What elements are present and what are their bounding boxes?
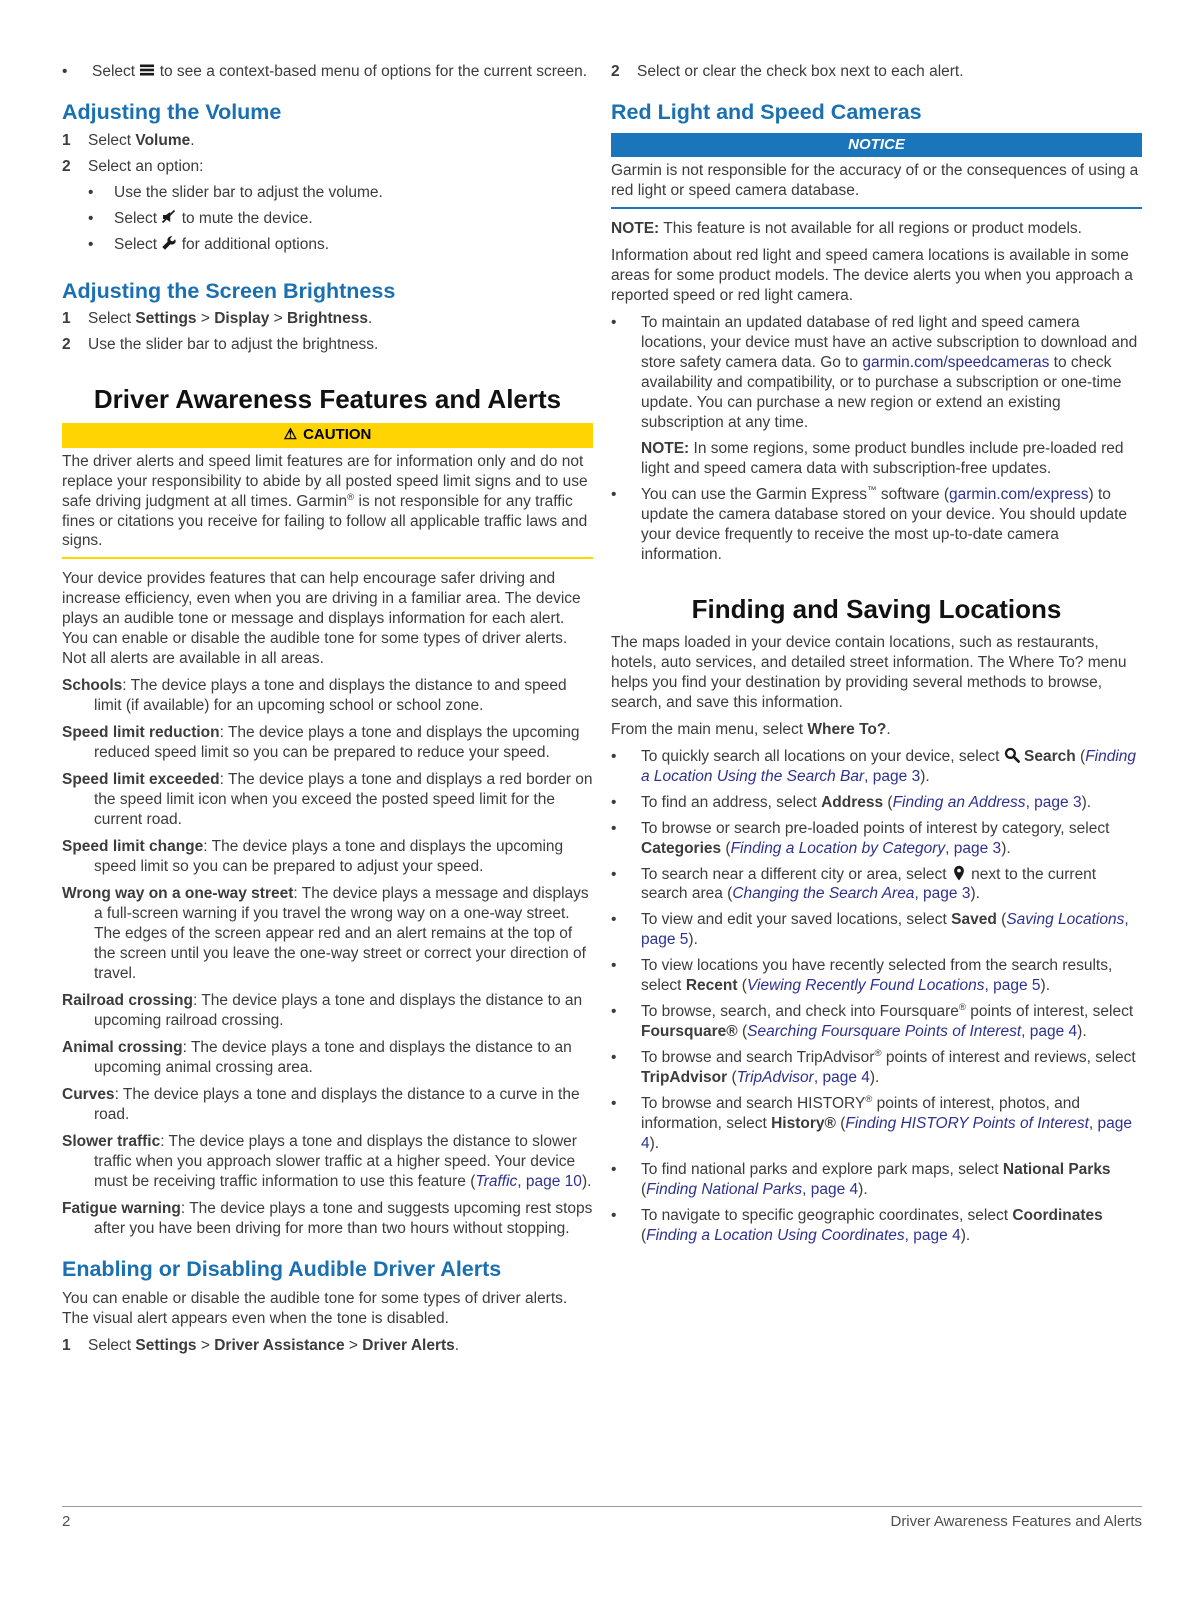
list-item — [611, 1048, 1142, 1088]
step-text — [88, 157, 593, 177]
text-run: ). — [960, 1227, 971, 1245]
text-run: The device plays a tone and suggests upcoming rest stops after you have been driving for more than two hours without stopping. — [94, 1200, 593, 1238]
text-run: Select an option: — [88, 157, 204, 175]
text-run: : — [160, 1133, 169, 1151]
text-run: To quickly search all locations on your device, select — [641, 747, 1004, 765]
text-run: NOTE: — [641, 439, 690, 457]
paragraph — [611, 246, 1142, 306]
list-item-text — [641, 747, 1142, 787]
definition-term: Speed limit reduction — [62, 724, 220, 742]
text-run: You can enable or disable the audible tone for some types of driver alerts. The visual alert appears even when the tone is disabled. — [62, 1289, 568, 1327]
cross-reference-link[interactable]: , page 5 — [641, 911, 1129, 949]
step-item — [62, 309, 593, 329]
text-run: Select — [114, 209, 162, 227]
cross-reference-link[interactable]: garmin.com/express — [948, 485, 1089, 503]
text-run: To view locations you have recently selected from the search results, select — [641, 957, 1113, 995]
bullet-list — [62, 62, 593, 82]
text-run: points of interest, photos, and information, select — [641, 1095, 1081, 1133]
text-run: : — [180, 1200, 190, 1218]
wrench-icon — [161, 235, 177, 251]
text-run: : — [219, 724, 228, 742]
list-item-body — [641, 313, 1142, 479]
text-run: To navigate to specific geographic coordinates, select — [641, 1207, 1013, 1225]
step-body — [88, 1336, 593, 1356]
text-run: To browse, search, and check into Foursquare — [641, 1003, 959, 1021]
definition-term: Schools — [62, 677, 123, 695]
text-run: ). — [869, 1069, 880, 1087]
definition-term: Speed limit change — [62, 838, 204, 856]
cross-reference-link[interactable]: , page 3 — [864, 767, 921, 785]
bullet-marker: • — [611, 957, 617, 975]
bullet-marker: • — [611, 1095, 617, 1113]
paragraph — [62, 569, 593, 669]
step-body — [88, 335, 593, 355]
text-run: To search near a different city or area, select — [641, 865, 951, 883]
cross-reference-link[interactable]: Changing the Search Area — [732, 885, 915, 903]
chapter-heading: Finding and Saving Locations — [691, 593, 1062, 624]
notice-bar — [611, 133, 1142, 157]
list-item-text — [114, 183, 593, 203]
text-run: ). — [920, 767, 930, 785]
step-body — [88, 309, 593, 329]
list-item — [611, 1206, 1142, 1246]
cross-reference-link[interactable]: Saving Locations — [1006, 911, 1125, 929]
definition-item — [62, 676, 593, 716]
bullet-marker: • — [611, 865, 617, 883]
cross-reference-link[interactable]: Finding a Location by Category — [730, 839, 946, 857]
cross-reference-link[interactable]: , page 4 — [813, 1069, 870, 1087]
list-item — [611, 910, 1142, 950]
text-run: National Parks — [1002, 1161, 1111, 1179]
step-list — [62, 309, 593, 355]
trademark-symbol: ® — [958, 1002, 966, 1014]
text-run: Select — [88, 1336, 136, 1354]
text-run: The device plays a tone and displays the distance to a curve in the road. — [94, 1086, 580, 1124]
list-item-body — [641, 865, 1142, 905]
text-run: is not responsible for any traffic fines or citations you receive for failing to follow all applicable traffic laws and signs. — [62, 492, 588, 550]
step-number: 1 — [62, 1336, 71, 1354]
trademark-symbol: ™ — [867, 484, 877, 496]
definition-term: Fatigue warning — [62, 1200, 181, 1218]
step-list — [62, 1336, 593, 1356]
paragraph — [611, 720, 1142, 740]
bullet-marker: • — [88, 235, 94, 253]
text-run: ). — [649, 1135, 660, 1153]
text-run: In some regions, some product bundles include pre-loaded red light and speed camera data with subscription-free updates. — [641, 439, 1124, 477]
list-item-text — [641, 1206, 1142, 1246]
cross-reference-link[interactable]: Viewing Recently Found Locations — [746, 977, 985, 995]
text-run: Address — [821, 793, 884, 811]
caution-box — [62, 423, 593, 559]
cross-reference-link[interactable]: Finding an Address — [892, 793, 1026, 811]
list-item — [611, 1094, 1142, 1154]
step-body — [637, 62, 1142, 82]
text-run: The device plays a tone and displays the distance to an upcoming animal crossing area. — [94, 1039, 572, 1077]
step-number: 1 — [62, 131, 71, 149]
list-item-text — [641, 313, 1142, 433]
section-heading: Adjusting the Volume — [62, 99, 282, 124]
text-run: You can use the Garmin Express — [641, 485, 868, 503]
cross-reference-link[interactable]: , page 5 — [984, 977, 1041, 995]
text-run: : — [182, 1039, 191, 1057]
text-run: for additional options. — [177, 235, 330, 253]
list-item-body — [114, 183, 593, 203]
text-run: The device plays a message and displays a full-screen warning if you travel the wrong way on a one-way street. The edges of the screen appear red and an alert remains at the top of the screen until you leave the one-way street or correct your direction of travel. — [94, 885, 589, 983]
text-run: The device plays a tone and displays the distance to and speed limit (if available) for an upcoming school or school zone. — [94, 677, 567, 715]
step-text — [88, 1336, 593, 1356]
text-run: : — [203, 838, 212, 856]
text-run: ( — [1075, 747, 1086, 765]
text-run: ). — [1077, 1023, 1087, 1041]
text-run: ( — [883, 793, 893, 811]
text-run: The driver alerts and speed limit features are for information only and do not replace your responsibility to abide by all posted speed limit signs and to use safe driving judgment at all times. Garmin — [62, 452, 588, 510]
text-run: To browse or search pre-loaded points of interest by category, select — [641, 819, 1110, 837]
list-item-text — [641, 956, 1142, 996]
cross-reference-link[interactable]: Finding National Parks — [646, 1181, 803, 1199]
bullet-list — [611, 313, 1142, 565]
cross-reference-link[interactable]: , page 3 — [945, 839, 1002, 857]
text-run: ( — [737, 977, 747, 995]
list-item-text — [641, 865, 1142, 905]
bullet-marker: • — [611, 747, 617, 765]
caution-bar — [62, 423, 593, 447]
paragraph — [611, 219, 1142, 239]
text-run: From the main menu, select — [611, 720, 808, 738]
text-run: The device plays a tone and displays the upcoming speed limit so you can be prepared to adjust your speed. — [94, 838, 564, 876]
bullet-marker: • — [611, 1207, 617, 1225]
definition-item — [62, 770, 593, 830]
text-run: Driver Assistance — [214, 1336, 345, 1354]
text-run: : — [114, 1086, 123, 1104]
list-item-body — [641, 1206, 1142, 1246]
definition-term: Slower traffic — [62, 1133, 161, 1151]
text-run: NOTE: — [611, 220, 660, 238]
text-run: TripAdvisor — [641, 1069, 728, 1087]
cross-reference-link[interactable]: , page 4 — [641, 1115, 1133, 1153]
text-run: Garmin is not responsible for the accuracy of or the consequences of using a red light or speed camera database. — [611, 162, 1139, 200]
cross-reference-link[interactable]: , page 3 — [1025, 793, 1082, 811]
text-run: ). — [1001, 839, 1011, 857]
definition-item — [62, 884, 593, 984]
trademark-symbol: ® — [865, 1094, 873, 1106]
text-run: Where To? — [807, 720, 887, 738]
step-text — [88, 335, 593, 355]
cross-reference-link[interactable]: TripAdvisor — [736, 1069, 814, 1087]
step-item — [62, 1336, 593, 1356]
list-item-text — [641, 485, 1142, 565]
bullet-marker: • — [611, 1049, 617, 1067]
text-run: ) to update the camera database stored on your device. You should update your device frequently to receive the most up-to-date camera information. — [641, 485, 1128, 563]
text-run: Saved — [951, 911, 997, 929]
list-item — [611, 956, 1142, 996]
text-run: ). — [1040, 977, 1050, 995]
list-item — [88, 183, 593, 203]
caution-label: CAUTION — [303, 426, 372, 444]
cross-reference-link[interactable]: , page 4 — [904, 1227, 961, 1245]
definition-item — [62, 1085, 593, 1125]
cross-reference-link[interactable]: Finding HISTORY Points of Interest — [845, 1115, 1089, 1133]
list-item — [611, 1160, 1142, 1200]
text-run: > — [196, 310, 215, 328]
text-run: ). — [858, 1181, 868, 1199]
text-run: points of interest, select — [966, 1003, 1134, 1021]
list-item — [611, 1002, 1142, 1042]
step-number: 1 — [62, 310, 71, 328]
text-run: to see a context-based menu of options for the current screen. — [155, 63, 588, 80]
bullet-marker: • — [611, 793, 617, 811]
right-column — [611, 56, 1142, 1362]
text-run: Select or clear the check box next to each alert. — [637, 63, 964, 80]
list-item-body — [114, 235, 593, 255]
list-item — [611, 819, 1142, 859]
text-run: The device plays a tone and displays a red border on the speed limit icon when you exceed the posted speed limit for the current road. — [94, 771, 593, 829]
list-item — [611, 747, 1142, 787]
text-run: ( — [996, 911, 1007, 929]
paragraph — [62, 1289, 593, 1329]
bullet-marker: • — [88, 183, 94, 201]
note-paragraph — [641, 439, 1142, 479]
text-run: Select — [88, 131, 136, 149]
text-run: ). — [1081, 793, 1092, 811]
text-run: Select — [114, 235, 162, 253]
step-item — [611, 62, 1142, 82]
text-run: Search — [1024, 747, 1076, 765]
step-item — [62, 157, 593, 261]
definition-term: Curves — [62, 1086, 115, 1104]
step-number: 2 — [611, 63, 620, 80]
text-run: The device plays a tone and displays the upcoming reduced speed limit so you can be prepared to reduce your speed. — [94, 724, 580, 762]
text-run: ). — [581, 1173, 592, 1191]
definition-item — [62, 1132, 593, 1192]
cross-reference-link[interactable]: Traffic — [475, 1173, 518, 1191]
list-item-body — [641, 1002, 1142, 1042]
text-run: Brightness — [287, 310, 368, 328]
text-run: To maintain an updated database of red light and speed camera locations, your device must have an active subscription to download and store safety camera data. Go to — [641, 313, 1138, 371]
step-sub-bullets — [88, 183, 593, 255]
text-run: ). — [970, 885, 980, 903]
notice-text — [611, 161, 1142, 209]
text-run: To browse and search TripAdvisor — [641, 1049, 875, 1067]
notice-box — [611, 133, 1142, 209]
text-run: ( — [641, 1181, 647, 1199]
text-run: To find an address, select — [641, 793, 822, 811]
text-run: The device plays a tone and displays the distance to slower traffic when you approach slower traffic at a higher speed. Your device must be receiving traffic information to use this feature ( — [94, 1133, 577, 1191]
trademark-symbol: ® — [347, 491, 355, 503]
bullet-marker: • — [611, 1003, 617, 1021]
list-item-text — [114, 235, 593, 255]
text-run: . — [368, 310, 373, 328]
menu-icon — [139, 62, 155, 78]
cross-reference-link[interactable]: , page 3 — [914, 885, 971, 903]
text-run: History® — [771, 1115, 836, 1133]
page-footer — [62, 1506, 1142, 1530]
bullet-marker: • — [611, 1161, 617, 1179]
text-run: Coordinates — [1012, 1207, 1103, 1225]
text-run: Settings — [135, 310, 197, 328]
list-item-text — [641, 1160, 1142, 1200]
list-item-body — [641, 910, 1142, 950]
text-run: The device plays a tone and displays the distance to an upcoming railroad crossing. — [94, 992, 583, 1030]
list-item — [611, 485, 1142, 565]
step-text — [88, 131, 593, 151]
text-run: > — [269, 310, 288, 328]
text-run: Your device provides features that can help encourage safer driving and increase efficiency, even when you are driving in a familiar area. The device plays an audible tone or message and displays information for each alert. You can enable or disable the audible tone for some types of driver alerts. Not all alerts are available in all areas. — [62, 570, 581, 668]
text-run: Display — [214, 310, 270, 328]
text-run: To find national parks and explore park maps, select — [641, 1161, 1003, 1179]
chapter-heading: Driver Awareness Features and Alerts — [93, 384, 562, 415]
list-item — [88, 209, 593, 229]
definition-term: Animal crossing — [62, 1039, 183, 1057]
text-run: points of interest and reviews, select — [881, 1049, 1136, 1067]
caution-text — [62, 452, 593, 560]
text-run: . — [454, 1336, 460, 1354]
step-item — [62, 131, 593, 151]
text-run: Categories — [641, 839, 722, 857]
list-item — [611, 313, 1142, 479]
text-run: ( — [835, 1115, 846, 1133]
bullet-marker: • — [611, 313, 617, 331]
text-run: Select — [92, 63, 140, 80]
step-number: 2 — [62, 157, 71, 175]
bullet-marker: • — [88, 209, 94, 227]
bullet-marker: • — [611, 911, 617, 929]
definition-term: Railroad crossing — [62, 992, 193, 1010]
definition-item — [62, 991, 593, 1031]
mute-icon — [161, 209, 177, 225]
list-item-text — [92, 62, 593, 82]
list-item-text — [641, 793, 1142, 813]
cross-reference-link[interactable]: , page 10 — [517, 1173, 582, 1191]
text-run: Information about red light and speed camera locations is available in some areas for some product models. The device alerts you when you approach a reported speed or red light camera. — [611, 247, 1133, 304]
list-item-body — [641, 485, 1142, 565]
section-heading: Red Light and Speed Cameras — [611, 99, 922, 124]
step-list — [62, 131, 593, 261]
footer-chapter-title: Driver Awareness Features and Alerts — [890, 1513, 1142, 1530]
text-run: : — [219, 771, 228, 789]
text-run: Select — [88, 310, 136, 328]
text-run: To browse and search HISTORY — [641, 1095, 866, 1113]
definition-item — [62, 1038, 593, 1078]
text-run: ). — [688, 931, 698, 949]
text-run: Foursquare® — [641, 1023, 738, 1041]
list-item — [611, 865, 1142, 905]
list-item-body — [641, 819, 1142, 859]
text-run: ( — [727, 1069, 737, 1087]
definition-term: Wrong way on a one-way street — [62, 885, 294, 903]
cross-reference-link[interactable]: garmin.com/speedcameras — [862, 353, 1050, 371]
step-list — [611, 62, 1142, 82]
text-run: > — [344, 1336, 363, 1354]
notice-label: NOTICE — [848, 135, 905, 153]
list-item-body — [92, 62, 593, 82]
bullet-marker: • — [611, 819, 617, 837]
list-item-text — [641, 819, 1142, 859]
text-run: . — [886, 720, 891, 738]
text-run: ( — [641, 1227, 647, 1245]
paragraph — [611, 633, 1142, 713]
text-run: to check availability and compatibility, or to purchase a subscription or one-time update. You can purchase a new region or extend an existing subscription at any time. — [641, 353, 1122, 431]
bullet-list — [611, 747, 1142, 1247]
step-body — [88, 131, 593, 151]
step-text — [637, 62, 1142, 82]
bullet-marker: • — [62, 63, 68, 80]
page-number: 2 — [62, 1513, 71, 1530]
text-run: : — [122, 677, 131, 695]
cross-reference-link[interactable]: , page 4 — [802, 1181, 859, 1199]
list-item-body — [641, 793, 1142, 813]
list-item-text — [641, 1094, 1142, 1154]
list-item-text — [114, 209, 593, 229]
bullet-list — [88, 183, 593, 255]
list-item — [88, 235, 593, 255]
step-text — [88, 309, 593, 329]
text-run: Use the slider bar to adjust the volume. — [114, 183, 383, 201]
trademark-symbol: ® — [874, 1048, 882, 1060]
text-run: ( — [737, 1023, 748, 1041]
list-item-text — [641, 1048, 1142, 1088]
text-run: Recent — [685, 977, 738, 995]
list-item-text — [641, 1002, 1142, 1042]
text-run: To view and edit your saved locations, select — [641, 911, 952, 929]
text-run: : — [293, 885, 302, 903]
definition-term: Speed limit exceeded — [62, 771, 220, 789]
warning-icon: ⚠ — [283, 426, 298, 444]
text-run: Settings — [135, 1336, 197, 1354]
text-run: : — [192, 992, 202, 1010]
list-item — [611, 793, 1142, 813]
text-run: Volume — [135, 131, 191, 149]
cross-reference-link[interactable]: Finding a Location Using the Search Bar — [641, 747, 1137, 785]
definition-item — [62, 837, 593, 877]
step-body — [88, 157, 593, 261]
section-heading: Enabling or Disabling Audible Driver Alerts — [62, 1257, 502, 1281]
text-run: Use the slider bar to adjust the brightness. — [88, 336, 379, 354]
list-item-body — [114, 209, 593, 229]
two-column-layout — [62, 56, 1142, 1362]
step-number: 2 — [62, 336, 71, 354]
text-run: The maps loaded in your device contain locations, such as restaurants, hotels, auto services, and detailed street information. The Where To? menu helps you find your destination by providing several methods to browse, search, and save this information. — [611, 633, 1127, 711]
pin-icon — [951, 865, 967, 881]
text-run: . — [190, 131, 195, 149]
text-run: > — [196, 1336, 215, 1354]
cross-reference-link[interactable]: Finding a Location Using Coordinates — [646, 1227, 905, 1245]
definition-list — [62, 676, 593, 1239]
text-run: next to the current search area ( — [641, 865, 1097, 903]
left-column — [62, 56, 593, 1362]
list-item-text — [641, 910, 1142, 950]
text-run: software ( — [876, 485, 949, 503]
text-run: Driver Alerts — [362, 1336, 455, 1354]
text-run: to mute the device. — [177, 209, 313, 227]
text-run: This feature is not available for all regions or product models. — [659, 220, 1082, 238]
text-run: ( — [721, 839, 731, 857]
definition-item — [62, 723, 593, 763]
cross-reference-link[interactable]: , page 4 — [1021, 1023, 1078, 1041]
step-item — [62, 335, 593, 355]
list-item-body — [641, 1094, 1142, 1154]
list-item-body — [641, 1048, 1142, 1088]
list-item-body — [641, 747, 1142, 787]
section-heading: Adjusting the Screen Brightness — [62, 278, 396, 303]
bullet-marker: • — [611, 485, 617, 503]
search-icon — [1004, 747, 1020, 763]
list-item — [62, 62, 593, 82]
definition-item — [62, 1199, 593, 1239]
list-item-body — [641, 956, 1142, 996]
cross-reference-link[interactable]: Searching Foursquare Points of Interest — [747, 1023, 1022, 1041]
list-item-body — [641, 1160, 1142, 1200]
